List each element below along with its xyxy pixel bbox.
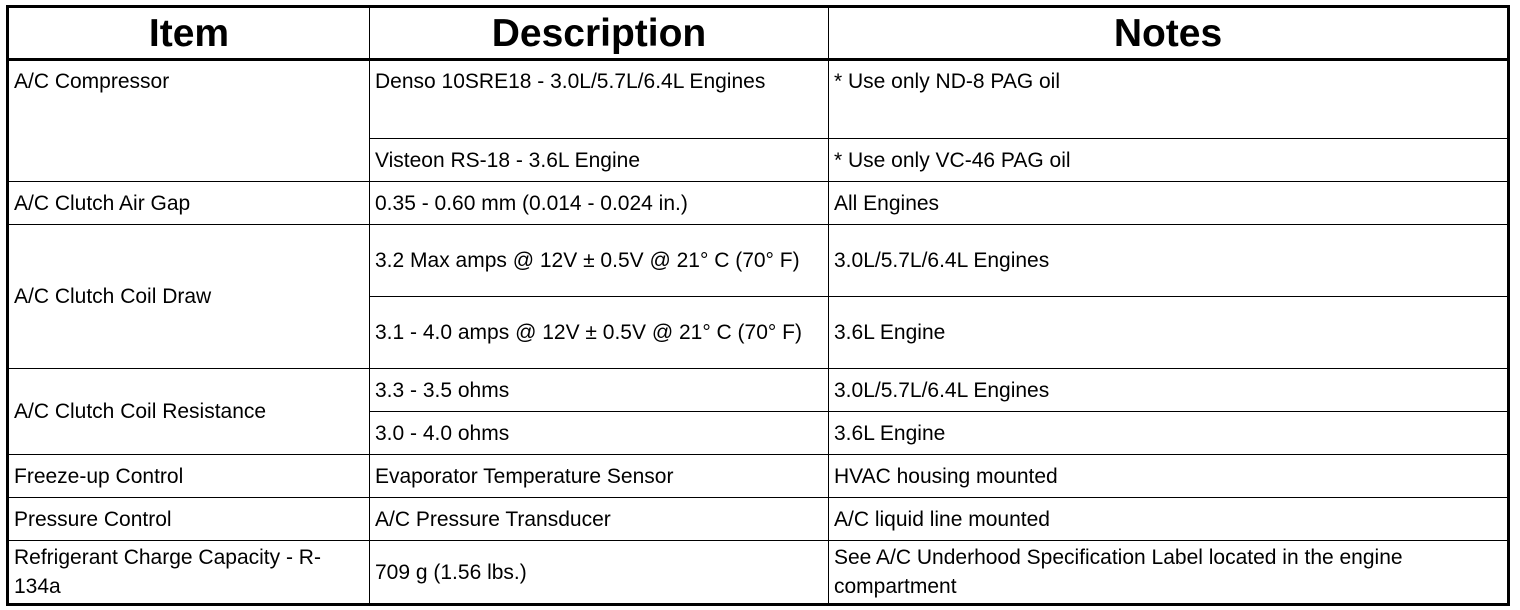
description-cell: Visteon RS-18 - 3.6L Engine [370, 139, 829, 182]
table-row [8, 541, 1509, 605]
header-row [8, 7, 1509, 60]
table-row [8, 498, 1509, 541]
notes-cell: * Use only VC-46 PAG oil [829, 139, 1509, 182]
item-cell: Pressure Control [8, 498, 370, 541]
notes-cell: HVAC housing mounted [829, 455, 1509, 498]
item-cell: A/C Clutch Coil Draw [8, 225, 370, 369]
description-cell: A/C Pressure Transducer [370, 498, 829, 541]
notes-cell: See A/C Underhood Specification Label located in the engine compartment [829, 541, 1509, 605]
notes-cell: A/C liquid line mounted [829, 498, 1509, 541]
header-notes: Notes [829, 7, 1509, 60]
description-cell: 3.0 - 4.0 ohms [370, 412, 829, 455]
item-cell: A/C Clutch Coil Resistance [8, 369, 370, 455]
notes-cell: 3.0L/5.7L/6.4L Engines [829, 225, 1509, 297]
header-description: Description [370, 7, 829, 60]
description-cell: 709 g (1.56 lbs.) [370, 541, 829, 605]
notes-cell: * Use only ND-8 PAG oil [829, 60, 1509, 139]
notes-cell: All Engines [829, 182, 1509, 225]
notes-cell: 3.6L Engine [829, 297, 1509, 369]
table-header [8, 7, 1509, 60]
description-cell: 0.35 - 0.60 mm (0.014 - 0.024 in.) [370, 182, 829, 225]
header-item: Item [8, 7, 370, 60]
item-cell: A/C Clutch Air Gap [8, 182, 370, 225]
table-row [8, 225, 1509, 297]
table-row [8, 182, 1509, 225]
description-cell: 3.2 Max amps @ 12V ± 0.5V @ 21° C (70° F) [370, 225, 829, 297]
item-cell: Freeze-up Control [8, 455, 370, 498]
table-row [8, 60, 1509, 139]
table-row [8, 455, 1509, 498]
description-cell: Denso 10SRE18 - 3.0L/5.7L/6.4L Engines [370, 60, 829, 139]
table-row [8, 369, 1509, 412]
item-cell: Refrigerant Charge Capacity - R-134a [8, 541, 370, 605]
description-cell: Evaporator Temperature Sensor [370, 455, 829, 498]
notes-cell: 3.0L/5.7L/6.4L Engines [829, 369, 1509, 412]
notes-cell: 3.6L Engine [829, 412, 1509, 455]
item-cell: A/C Compressor [8, 60, 370, 182]
description-cell: 3.3 - 3.5 ohms [370, 369, 829, 412]
table-body [8, 60, 1509, 605]
specifications-table [6, 5, 1510, 606]
description-cell: 3.1 - 4.0 amps @ 12V ± 0.5V @ 21° C (70° F) [370, 297, 829, 369]
